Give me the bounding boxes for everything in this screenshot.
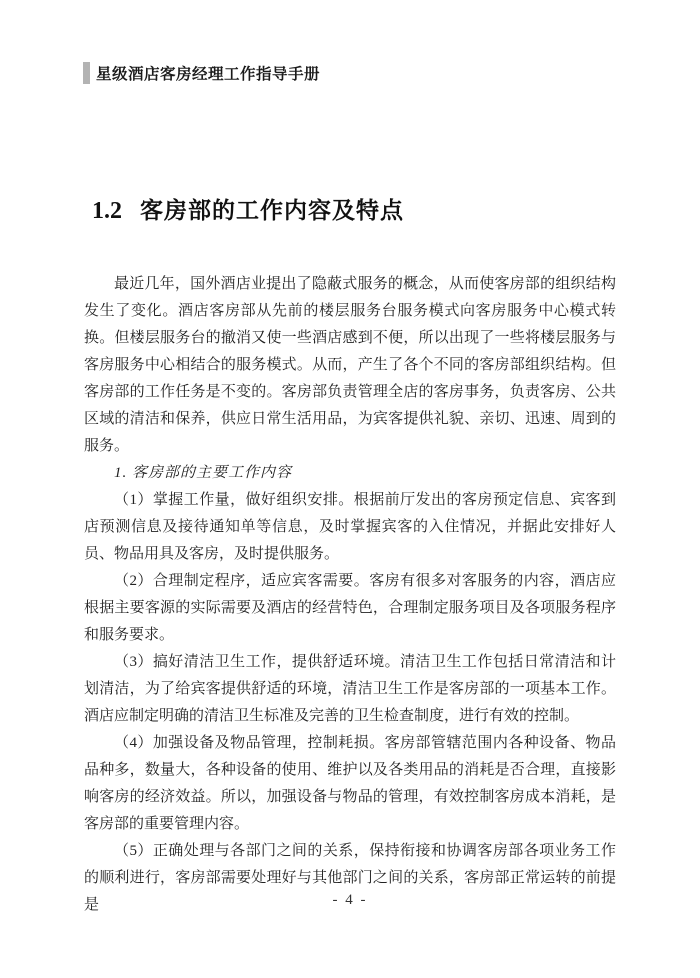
list-heading-main-work-content: 1. 客房部的主要工作内容 — [114, 465, 293, 481]
section-number: 1.2 — [92, 198, 122, 224]
body-paragraph-intro: 最近几年，国外酒店业提出了隐蔽式服务的概念，从而使客房部的组织结构发生了变化。酒店客房部从先前的楼层服务台服务模式向客房服务中心模式转换。但楼层服务台的撤消又使一些酒店感到不便，所以出现了一些将楼层服务与客房服务中心相结合的服务模式。从而，产生了各个不同的客房部组织结构。但客房部的工作任务是不变的。客房部负责管理全店的客房事务，负责客房、公共区域的清洁和保养，供应日常生活用品，为宾客提供礼貌、亲切、迅速、周到的服务。 — [84, 276, 616, 454]
page-number: - 4 - — [332, 892, 368, 908]
section-title — [92, 199, 404, 223]
body-paragraph-item-5: （5）正确处理与各部门之间的关系，保持衔接和协调客房部各项业务工作的顺利进行，客房部需要处理好与其他部门之间的关系，客房部正常运转的前提是 — [84, 843, 616, 913]
running-header — [83, 62, 320, 84]
body-paragraph-item-3: （3）搞好清洁卫生工作，提供舒适环境。清洁卫生工作包括日常清洁和计划清洁，为了给宾客提供舒适的环境，清洁卫生工作是客房部的一项基本工作。酒店应制定明确的清洁卫生标准及完善的卫生检查制度，进行有效的控制。 — [84, 654, 616, 724]
body-paragraph-item-2: （2）合理制定程序，适应宾客需要。客房有很多对客服务的内容，酒店应根据主要客源的实际需要及酒店的经营特色，合理制定服务项目及各项服务程序和服务要求。 — [84, 573, 616, 643]
running-header-title: 星级酒店客房经理工作指导手册 — [96, 66, 321, 83]
body-text-block — [84, 271, 616, 919]
section-heading: 客房部的工作内容及特点 — [140, 197, 404, 223]
body-paragraph-item-4: （4）加强设备及物品管理，控制耗损。客房部管辖范围内各种设备、物品品种多，数量大，各种设备的使用、维护以及各类用品的消耗是否合理，直接影响客房的经济效益。所以，加强设备与物品的管理，有效控制客房成本消耗，是客房部的重要管理内容。 — [84, 735, 616, 832]
body-paragraph-item-1: （1）掌握工作量，做好组织安排。根据前厅发出的客房预定信息、宾客到店预测信息及接待通知单等信息，及时掌握宾客的入住情况，并据此安排好人员、物品用具及客房，及时提供服务。 — [84, 492, 616, 562]
header-bar-decoration — [83, 62, 90, 84]
